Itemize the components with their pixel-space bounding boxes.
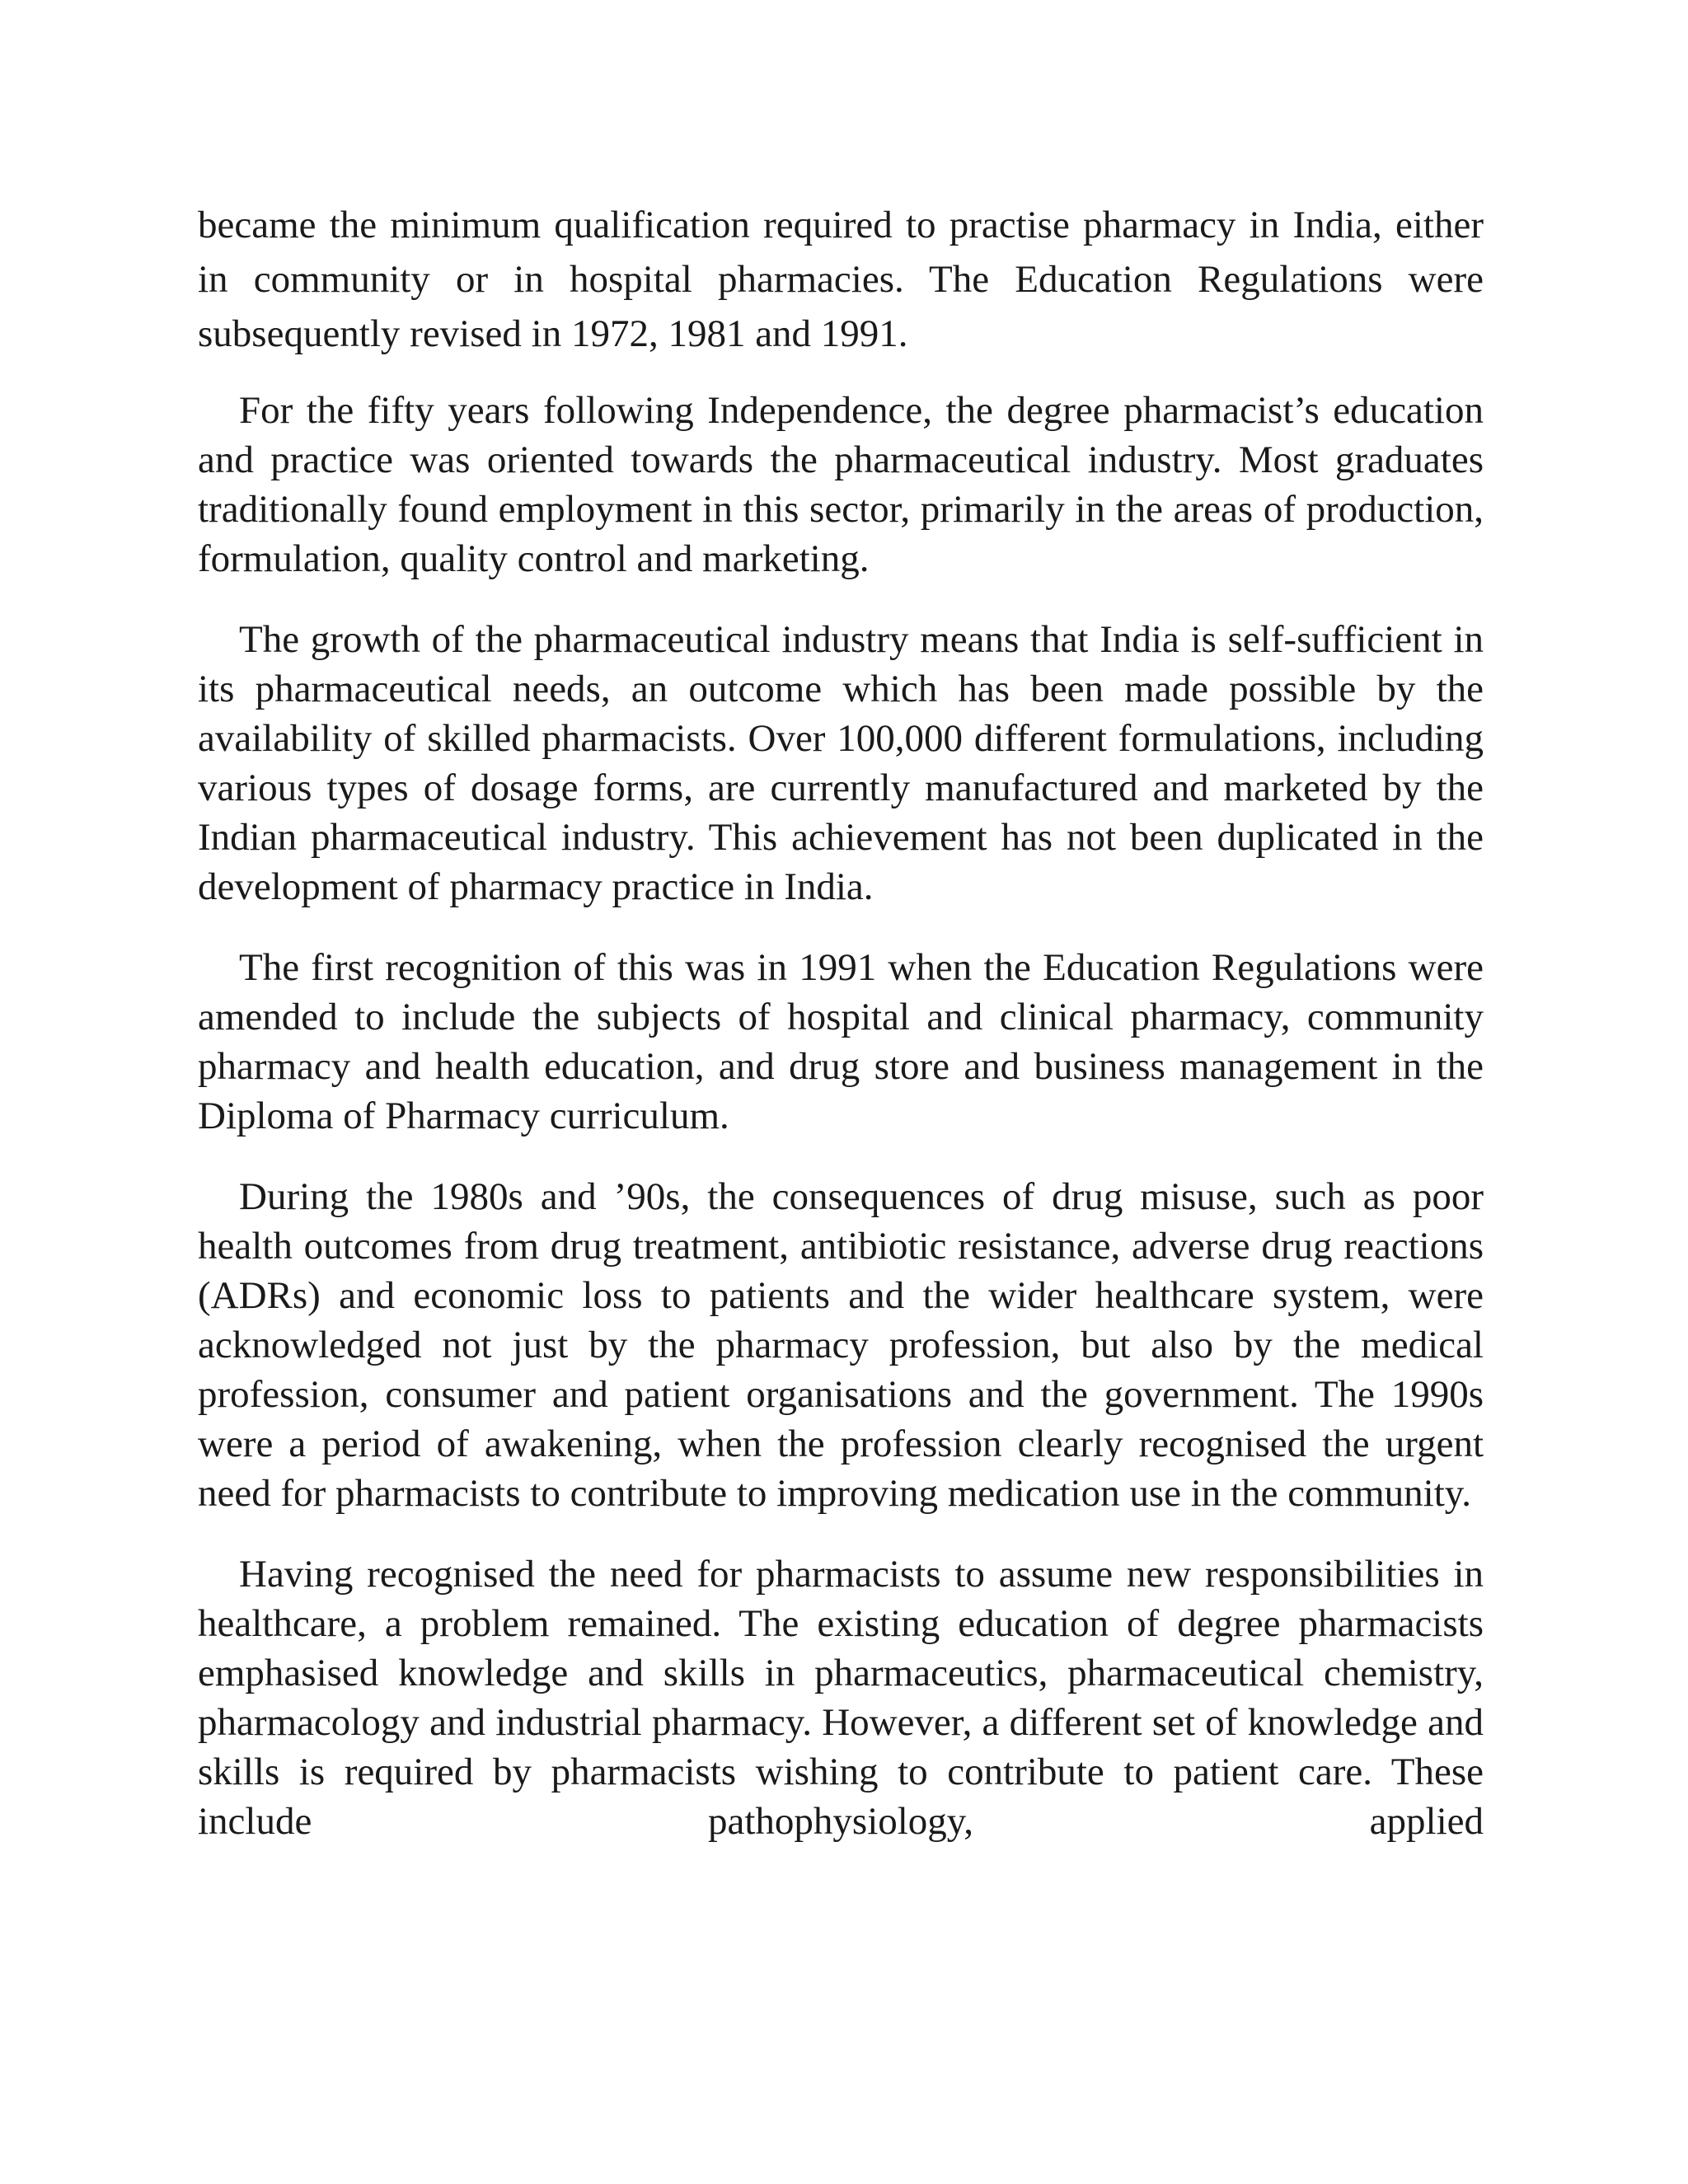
paragraph-industry-orientation: For the fifty years following Independence, the degree pharmacist’s education and practice was oriented towards the pharmaceutical industry. Most graduates traditionally found employment in this sector, primarily in the areas of production, formulation, quality control and marketing. (198, 389, 1484, 580)
paragraph-drug-misuse: During the 1980s and ’90s, the consequences of drug misuse, such as poor health outcomes from drug treatment, antibiotic resistance, adverse drug reactions (ADRs) and economic loss to patients and the wider healthcare system, were acknowledged not just by the pharmacy profession, but also by the medical profession, consumer and patient organisations and the government. The 1990s were a period of awakening, when the profession clearly recognised the urgent need for pharmacists to contribute to improving medication use in the community. (198, 1175, 1484, 1515)
document-page (198, 198, 1484, 1846)
paragraph-new-responsibilities: Having recognised the need for pharmacists to assume new responsibilities in healthcare, a problem remained. The existing education of degree pharmacists emphasised knowledge and skills in pharmaceutics, pharmaceutical chemistry, pharmacology and industrial pharmacy. However, a different set of knowledge and skills is required by pharmacists wishing to contribute to patient care. These include pathophysiology, applied (198, 1553, 1484, 1843)
paragraph-industry-growth: The growth of the pharmaceutical industry means that India is self-sufficient in its pharmaceutical needs, an outcome which has been made possible by the availability of skilled pharmacists. Over 100,000 different formulations, including various types of dosage forms, are currently manufactured and marketed by the Indian pharmaceutical industry. This achievement has not been duplicated in the development of pharmacy practice in India. (198, 618, 1484, 908)
paragraph-first-recognition: The first recognition of this was in 1991 when the Education Regulations were amended to include the subjects of hospital and clinical pharmacy, community pharmacy and health education, and drug store and business management in the Diploma of Pharmacy curriculum. (198, 946, 1484, 1137)
paragraph-continuation: became the minimum qualification required to practise pharmacy in India, either in community or in hospital pharmacies. The Education Regulations were subsequently revised in 1972, 1981 and 1991. (198, 204, 1484, 355)
